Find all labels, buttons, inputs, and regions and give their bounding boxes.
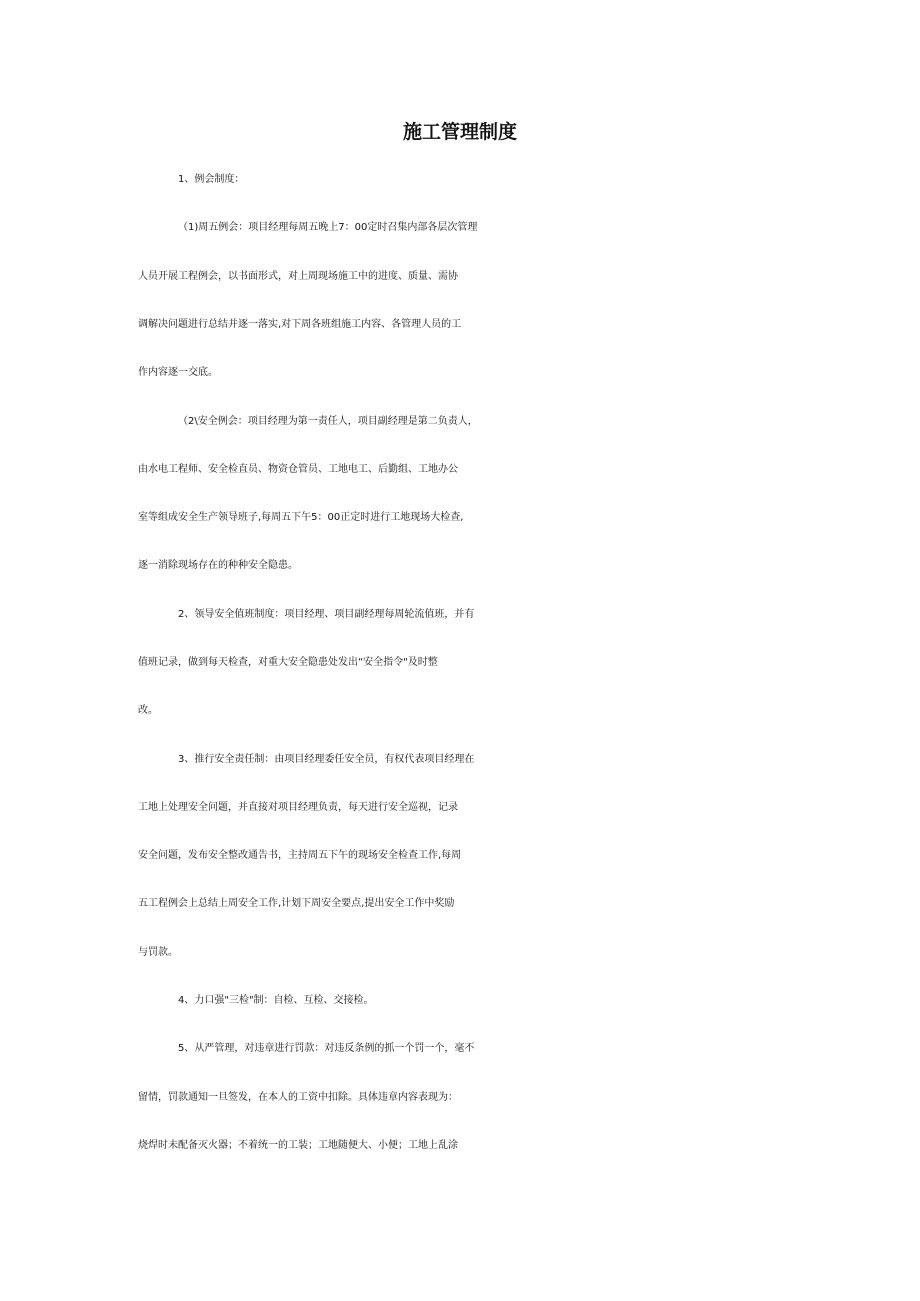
- text-line: 与罚款。: [138, 947, 178, 958]
- document-title: 施工管理制度: [402, 121, 517, 143]
- text-line: 留情，罚款通知一旦签发，在本人的工资中扣除。具体违章内容表现为：: [138, 1092, 458, 1103]
- text-line: 五工程例会上总结上周安全工作,计划下周安全要点,提出安全工作中奖励: [138, 898, 455, 909]
- text-line: 5、从严管理，对违章进行罚款：对违反条例的抓一个罚一个，毫不: [178, 1043, 475, 1054]
- text-line: 安全问题，发布安全整改通告书，主持周五下午的现场安全检查工作,每周: [138, 850, 462, 861]
- text-line: 工地上处理安全问题，并直接对项目经理负责，每天进行安全巡视，记录: [138, 802, 458, 813]
- text-line: 值班记录，做到每天检查，对重大安全隐患处发出“安全指令"及时整: [138, 657, 438, 668]
- text-line: 3、推行安全责任制：由项目经理委任安全员，有权代表项目经理在: [178, 754, 475, 765]
- text-line: 调解决问题进行总结并逐一落实,对下周各班组施工内容、各管理人员的工: [138, 319, 462, 330]
- text-line: 4、力口强"三检"制：自检、互检、交接检。: [178, 995, 374, 1006]
- text-line: （1)周五例会：项目经理每周五晚上7：00定时召集内部各层次管理: [178, 222, 478, 233]
- text-line: 逐一消除现场存在的种种安全隐患。: [138, 560, 298, 571]
- text-line: （2\安全例会：项目经理为第一责任人，项目副经理是第二负责人，: [178, 416, 478, 427]
- text-line: 2、领导安全值班制度：项目经理、项目副经理每周轮流值班，并有: [178, 609, 475, 620]
- text-line: 由水电工程师、安全检直员、物资仓管员、工地电工、后勤组、工地办公: [138, 464, 458, 475]
- text-line: 室等组成安全生产领导班子,每周五下午5：00正定时进行工地现场大检查,: [138, 512, 464, 523]
- text-line: 烧焊时未配备灭火器；不着统一的工装；工地随便大、小便；工地上乱涂: [138, 1140, 458, 1151]
- text-line: 人员开展工程例会，以书面形式，对上周现场施工中的进度、质量、需协: [138, 271, 458, 282]
- text-line: 1、例会制度：: [178, 174, 245, 185]
- text-line: 作内容逐一交底。: [138, 367, 218, 378]
- text-line: 改。: [138, 705, 158, 716]
